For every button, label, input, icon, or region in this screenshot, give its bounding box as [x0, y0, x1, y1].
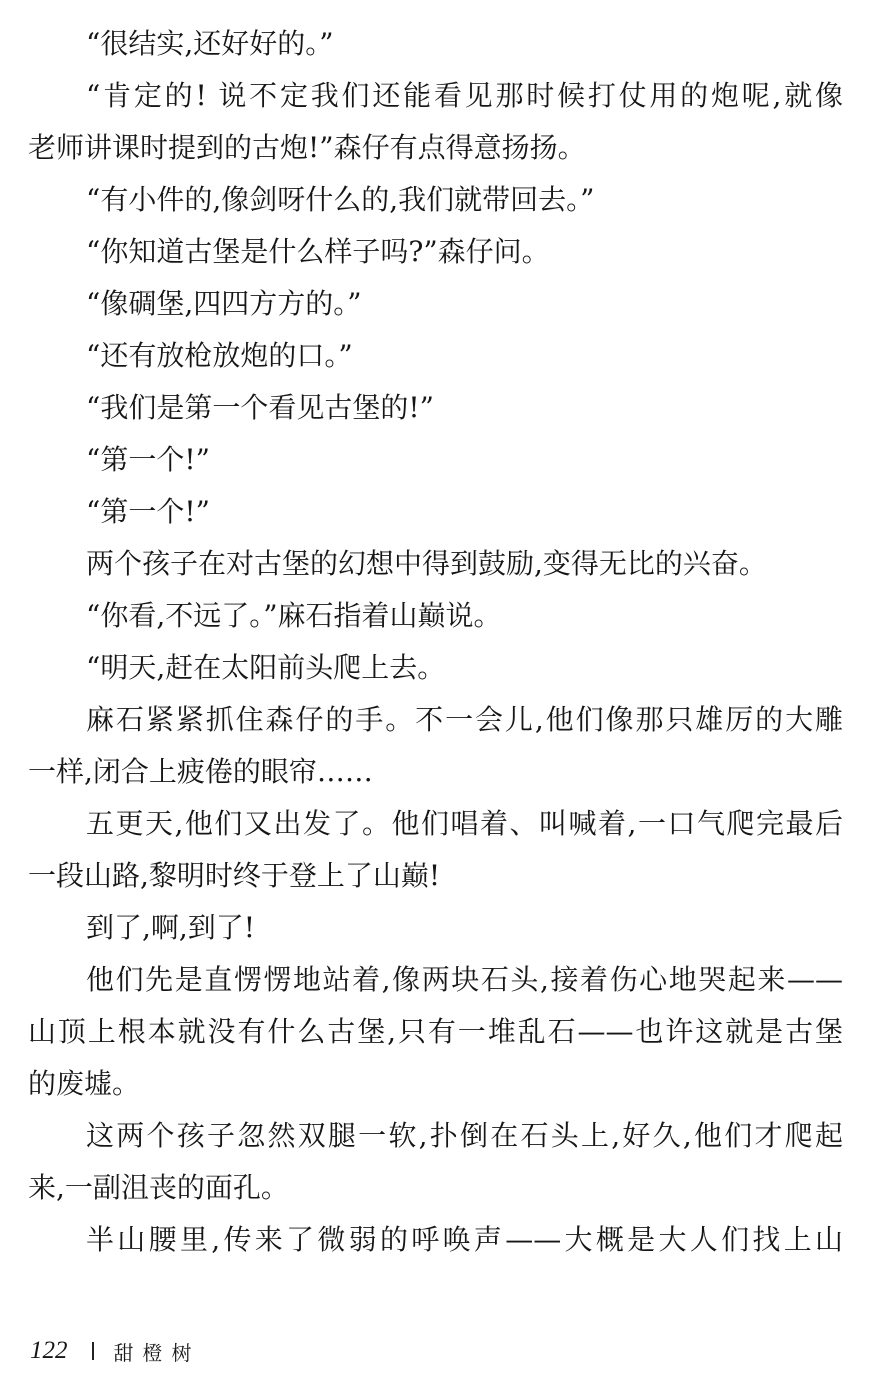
text-line: 一样,闭合上疲倦的眼帘……: [28, 755, 373, 788]
text-line: 他们先是直愣愣地站着,像两块石头,接着伤心地哭起来——: [86, 963, 843, 996]
text-line: “明天,赶在太阳前头爬上去。: [86, 651, 446, 684]
page-number: 122: [30, 1337, 68, 1364]
text-line: 半山腰里,传来了微弱的呼唤声——大概是大人们找上山: [86, 1223, 843, 1256]
text-line: 这两个孩子忽然双腿一软,扑倒在石头上,好久,他们才爬起: [86, 1119, 843, 1152]
text-line: “还有放枪放炮的口。”: [86, 339, 353, 372]
text-line: 五更天,他们又出发了。他们唱着、叫喊着,一口气爬完最后: [86, 807, 843, 840]
page-footer: [30, 1333, 201, 1369]
text-line: “你知道古堡是什么样子吗?”森仔问。: [86, 235, 550, 268]
text-line: 老师讲课时提到的古炮!”森仔有点得意扬扬。: [28, 131, 586, 164]
text-line: 麻石紧紧抓住森仔的手。不一会儿,他们像那只雄厉的大雕: [86, 703, 843, 736]
text-line: “很结实,还好好的。”: [86, 27, 334, 60]
text-line: “第一个!”: [86, 495, 210, 528]
text-line: 一段山路,黎明时终于登上了山巅!: [28, 859, 441, 892]
text-line: 两个孩子在对古堡的幻想中得到鼓励,变得无比的兴奋。: [86, 547, 767, 580]
footer-divider: [92, 1342, 94, 1360]
text-line: “有小件的,像剑呀什么的,我们就带回去。”: [86, 183, 595, 216]
text-line: “肯定的! 说不定我们还能看见那时候打仗用的炮呢,就像: [86, 79, 843, 112]
page-body: [28, 18, 843, 1266]
text-line: 到了,啊,到了!: [86, 911, 256, 944]
text-line: “像碉堡,四四方方的。”: [86, 287, 362, 320]
text-line: 山顶上根本就没有什么古堡,只有一堆乱石——也许这就是古堡: [28, 1015, 843, 1048]
text-line: 来,一副沮丧的面孔。: [28, 1171, 289, 1204]
text-line: “你看,不远了。”麻石指着山巅说。: [86, 599, 502, 632]
text-line: 的废墟。: [28, 1067, 141, 1100]
text-line: “我们是第一个看见古堡的!”: [86, 391, 434, 424]
book-title: 甜橙树: [113, 1340, 201, 1365]
text-line: “第一个!”: [86, 443, 210, 476]
